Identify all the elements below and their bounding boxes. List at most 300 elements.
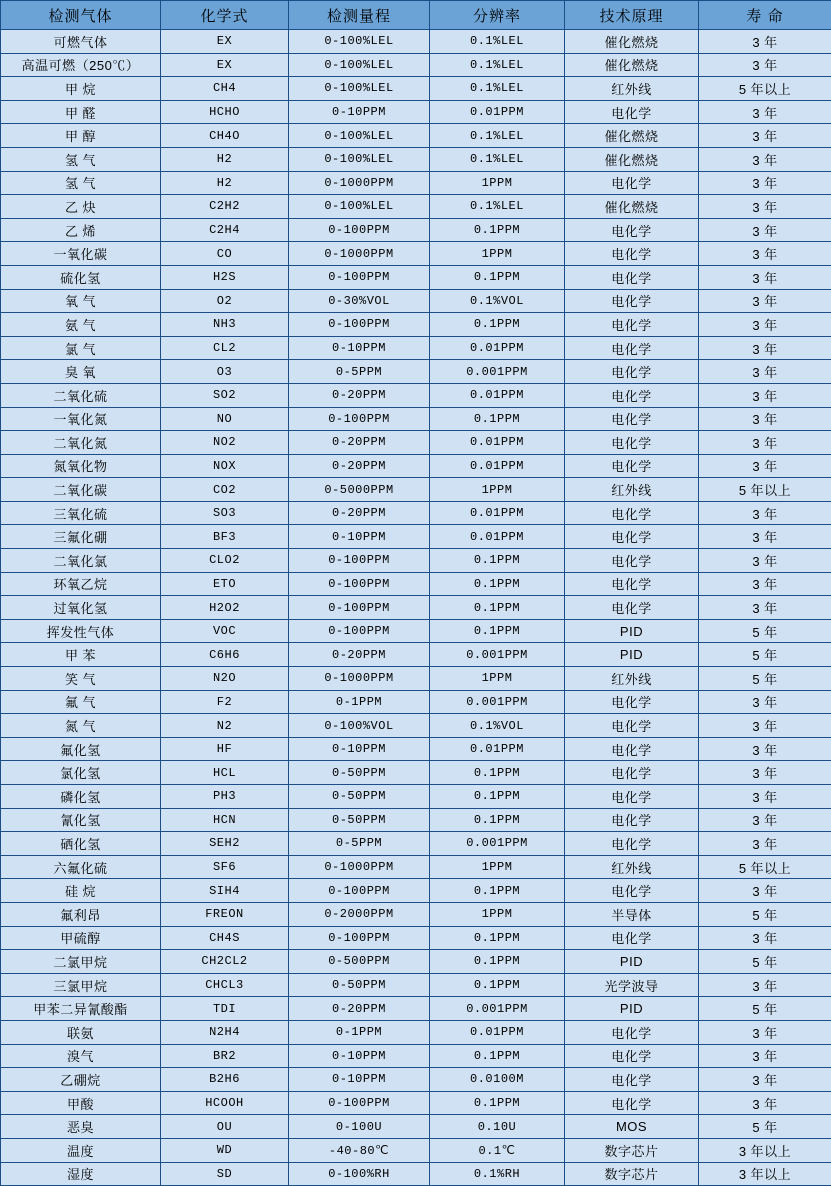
cell-technology: 电化学 [565, 501, 699, 525]
cell-chemical-formula: SO2 [161, 383, 289, 407]
cell-gas-name: 联氨 [1, 1020, 161, 1044]
cell-chemical-formula: EX [161, 30, 289, 54]
header-chemical-formula: 化学式 [161, 1, 289, 30]
cell-chemical-formula: HF [161, 737, 289, 761]
cell-gas-name: 甲硫醇 [1, 926, 161, 950]
cell-gas-name: 三氧化硫 [1, 501, 161, 525]
cell-technology: 电化学 [565, 218, 699, 242]
cell-chemical-formula: SEH2 [161, 832, 289, 856]
cell-lifetime: 3 年 [699, 549, 831, 573]
cell-technology: 电化学 [565, 313, 699, 337]
cell-chemical-formula: N2H4 [161, 1020, 289, 1044]
cell-resolution: 0.1℃ [430, 1138, 565, 1162]
cell-measuring-range: 0-20PPM [289, 383, 430, 407]
cell-resolution: 0.01PPM [430, 501, 565, 525]
table-row [1, 1162, 831, 1186]
table-row [1, 1138, 831, 1162]
cell-lifetime: 3 年 [699, 195, 831, 219]
table-row [1, 619, 831, 643]
cell-technology: 催化燃烧 [565, 53, 699, 77]
cell-gas-name: 过氧化氢 [1, 596, 161, 620]
cell-measuring-range: 0-20PPM [289, 431, 430, 455]
cell-lifetime: 5 年以上 [699, 77, 831, 101]
table-row [1, 501, 831, 525]
cell-lifetime: 3 年 [699, 879, 831, 903]
table-row [1, 549, 831, 573]
cell-resolution: 0.1PPM [430, 1091, 565, 1115]
cell-measuring-range: 0-100%LEL [289, 147, 430, 171]
table-row [1, 53, 831, 77]
cell-gas-name: 乙 烯 [1, 218, 161, 242]
cell-chemical-formula: F2 [161, 690, 289, 714]
cell-technology: 电化学 [565, 454, 699, 478]
table-row [1, 902, 831, 926]
cell-chemical-formula: O3 [161, 360, 289, 384]
cell-technology: 电化学 [565, 1068, 699, 1092]
cell-lifetime: 3 年 [699, 53, 831, 77]
cell-measuring-range: 0-1000PPM [289, 242, 430, 266]
cell-measuring-range: 0-100U [289, 1115, 430, 1139]
cell-gas-name: 氰化氢 [1, 808, 161, 832]
cell-chemical-formula: O2 [161, 289, 289, 313]
cell-technology: 红外线 [565, 667, 699, 691]
cell-technology: 半导体 [565, 902, 699, 926]
cell-gas-name: 一氧化氮 [1, 407, 161, 431]
cell-lifetime: 3 年 [699, 30, 831, 54]
table-row [1, 454, 831, 478]
table-row [1, 1020, 831, 1044]
cell-chemical-formula: H2S [161, 265, 289, 289]
cell-technology: 电化学 [565, 1020, 699, 1044]
cell-technology: 电化学 [565, 690, 699, 714]
cell-measuring-range: 0-50PPM [289, 808, 430, 832]
table-row [1, 218, 831, 242]
cell-technology: 电化学 [565, 1091, 699, 1115]
cell-resolution: 0.001PPM [430, 643, 565, 667]
cell-resolution: 0.1PPM [430, 785, 565, 809]
cell-technology: PID [565, 997, 699, 1021]
cell-gas-name: 甲 烷 [1, 77, 161, 101]
cell-gas-name: 氟 气 [1, 690, 161, 714]
cell-resolution: 0.1PPM [430, 761, 565, 785]
cell-lifetime: 3 年 [699, 926, 831, 950]
cell-resolution: 0.1PPM [430, 407, 565, 431]
cell-technology: 电化学 [565, 171, 699, 195]
cell-resolution: 0.1%LEL [430, 53, 565, 77]
cell-chemical-formula: CHCL3 [161, 973, 289, 997]
cell-technology: 催化燃烧 [565, 195, 699, 219]
cell-gas-name: 可燃气体 [1, 30, 161, 54]
cell-measuring-range: 0-100PPM [289, 407, 430, 431]
cell-resolution: 0.1PPM [430, 313, 565, 337]
cell-resolution: 0.1%LEL [430, 30, 565, 54]
cell-measuring-range: 0-2000PPM [289, 902, 430, 926]
cell-lifetime: 3 年 [699, 100, 831, 124]
table-row [1, 336, 831, 360]
cell-measuring-range: 0-20PPM [289, 501, 430, 525]
cell-lifetime: 3 年 [699, 785, 831, 809]
cell-gas-name: 氟利昂 [1, 902, 161, 926]
cell-chemical-formula: CH2CL2 [161, 950, 289, 974]
table-header [1, 1, 831, 30]
cell-technology: 电化学 [565, 785, 699, 809]
table-row [1, 171, 831, 195]
cell-chemical-formula: NH3 [161, 313, 289, 337]
cell-measuring-range: 0-100PPM [289, 926, 430, 950]
cell-technology: 电化学 [565, 572, 699, 596]
cell-resolution: 0.001PPM [430, 690, 565, 714]
cell-gas-name: 高温可燃（250℃） [1, 53, 161, 77]
cell-measuring-range: 0-5PPM [289, 360, 430, 384]
cell-measuring-range: 0-100PPM [289, 572, 430, 596]
cell-resolution: 0.1PPM [430, 218, 565, 242]
table-row [1, 950, 831, 974]
table-row [1, 77, 831, 101]
cell-technology: 电化学 [565, 336, 699, 360]
table-row [1, 242, 831, 266]
cell-chemical-formula: SIH4 [161, 879, 289, 903]
cell-gas-name: 三氟化硼 [1, 525, 161, 549]
cell-chemical-formula: H2O2 [161, 596, 289, 620]
cell-gas-name: 六氟化硫 [1, 855, 161, 879]
cell-measuring-range: 0-100%LEL [289, 30, 430, 54]
cell-measuring-range: 0-50PPM [289, 761, 430, 785]
cell-lifetime: 3 年 [699, 171, 831, 195]
header-gas-name: 检测气体 [1, 1, 161, 30]
cell-technology: 电化学 [565, 737, 699, 761]
table-row [1, 737, 831, 761]
cell-chemical-formula: CH4 [161, 77, 289, 101]
table-row [1, 926, 831, 950]
cell-gas-name: 甲 醛 [1, 100, 161, 124]
cell-chemical-formula: HCL [161, 761, 289, 785]
cell-measuring-range: 0-20PPM [289, 997, 430, 1021]
table-row [1, 808, 831, 832]
cell-lifetime: 3 年以上 [699, 1138, 831, 1162]
cell-lifetime: 3 年 [699, 1020, 831, 1044]
cell-gas-name: 硅 烷 [1, 879, 161, 903]
cell-resolution: 0.1PPM [430, 808, 565, 832]
cell-lifetime: 5 年 [699, 619, 831, 643]
cell-resolution: 0.1PPM [430, 973, 565, 997]
cell-chemical-formula: EX [161, 53, 289, 77]
cell-resolution: 0.01PPM [430, 525, 565, 549]
cell-resolution: 0.01PPM [430, 737, 565, 761]
cell-chemical-formula: CH4S [161, 926, 289, 950]
table-row [1, 1115, 831, 1139]
cell-lifetime: 3 年 [699, 313, 831, 337]
header-lifetime: 寿 命 [699, 1, 831, 30]
cell-gas-name: 氢 气 [1, 171, 161, 195]
table-row [1, 973, 831, 997]
cell-measuring-range: 0-50PPM [289, 973, 430, 997]
cell-resolution: 0.10U [430, 1115, 565, 1139]
table-row [1, 383, 831, 407]
cell-chemical-formula: SF6 [161, 855, 289, 879]
cell-resolution: 0.1%LEL [430, 124, 565, 148]
cell-gas-name: 二氧化氮 [1, 431, 161, 455]
table-row [1, 195, 831, 219]
cell-technology: PID [565, 950, 699, 974]
cell-gas-name: 恶臭 [1, 1115, 161, 1139]
cell-technology: 电化学 [565, 926, 699, 950]
cell-technology: MOS [565, 1115, 699, 1139]
cell-measuring-range: 0-100PPM [289, 549, 430, 573]
cell-lifetime: 3 年 [699, 808, 831, 832]
cell-measuring-range: 0-10PPM [289, 1044, 430, 1068]
cell-gas-name: 甲 醇 [1, 124, 161, 148]
cell-lifetime: 3 年 [699, 761, 831, 785]
table-row [1, 761, 831, 785]
cell-chemical-formula: H2 [161, 147, 289, 171]
cell-measuring-range: -40-80℃ [289, 1138, 430, 1162]
cell-measuring-range: 0-100%VOL [289, 714, 430, 738]
cell-gas-name: 一氧化碳 [1, 242, 161, 266]
cell-technology: 电化学 [565, 242, 699, 266]
cell-measuring-range: 0-10PPM [289, 525, 430, 549]
cell-measuring-range: 0-1000PPM [289, 855, 430, 879]
cell-chemical-formula: H2 [161, 171, 289, 195]
cell-chemical-formula: ETO [161, 572, 289, 596]
cell-chemical-formula: HCN [161, 808, 289, 832]
cell-resolution: 0.1PPM [430, 549, 565, 573]
cell-gas-name: 氯化氢 [1, 761, 161, 785]
cell-chemical-formula: HCOOH [161, 1091, 289, 1115]
cell-chemical-formula: C2H4 [161, 218, 289, 242]
cell-lifetime: 3 年 [699, 596, 831, 620]
cell-gas-name: 笑 气 [1, 667, 161, 691]
table-row [1, 525, 831, 549]
cell-chemical-formula: C2H2 [161, 195, 289, 219]
cell-chemical-formula: WD [161, 1138, 289, 1162]
cell-lifetime: 3 年 [699, 124, 831, 148]
cell-chemical-formula: CL2 [161, 336, 289, 360]
cell-measuring-range: 0-100PPM [289, 1091, 430, 1115]
cell-technology: 电化学 [565, 549, 699, 573]
cell-measuring-range: 0-100PPM [289, 265, 430, 289]
cell-gas-name: 乙 炔 [1, 195, 161, 219]
cell-chemical-formula: CO2 [161, 478, 289, 502]
cell-technology: 红外线 [565, 855, 699, 879]
cell-technology: 红外线 [565, 478, 699, 502]
cell-measuring-range: 0-100PPM [289, 313, 430, 337]
cell-measuring-range: 0-100%LEL [289, 195, 430, 219]
cell-gas-name: 臭 氧 [1, 360, 161, 384]
cell-measuring-range: 0-5PPM [289, 832, 430, 856]
table-row [1, 855, 831, 879]
cell-lifetime: 3 年 [699, 714, 831, 738]
cell-lifetime: 5 年以上 [699, 478, 831, 502]
cell-chemical-formula: CLO2 [161, 549, 289, 573]
cell-resolution: 0.1PPM [430, 1044, 565, 1068]
cell-resolution: 1PPM [430, 902, 565, 926]
cell-chemical-formula: BR2 [161, 1044, 289, 1068]
cell-chemical-formula: NO2 [161, 431, 289, 455]
cell-resolution: 1PPM [430, 667, 565, 691]
cell-measuring-range: 0-1000PPM [289, 667, 430, 691]
cell-lifetime: 3 年 [699, 242, 831, 266]
cell-technology: 电化学 [565, 360, 699, 384]
cell-resolution: 0.1PPM [430, 879, 565, 903]
cell-measuring-range: 0-100PPM [289, 879, 430, 903]
table-row [1, 478, 831, 502]
cell-gas-name: 硒化氢 [1, 832, 161, 856]
cell-lifetime: 3 年 [699, 690, 831, 714]
cell-gas-name: 甲 苯 [1, 643, 161, 667]
header-measuring-range: 检测量程 [289, 1, 430, 30]
cell-resolution: 1PPM [430, 855, 565, 879]
cell-lifetime: 5 年 [699, 667, 831, 691]
cell-gas-name: 磷化氢 [1, 785, 161, 809]
cell-chemical-formula: TDI [161, 997, 289, 1021]
cell-lifetime: 3 年 [699, 454, 831, 478]
cell-gas-name: 二氯甲烷 [1, 950, 161, 974]
cell-technology: 电化学 [565, 407, 699, 431]
cell-resolution: 0.1%LEL [430, 147, 565, 171]
cell-gas-name: 三氯甲烷 [1, 973, 161, 997]
cell-measuring-range: 0-10PPM [289, 1068, 430, 1092]
cell-lifetime: 5 年 [699, 950, 831, 974]
cell-chemical-formula: SO3 [161, 501, 289, 525]
cell-lifetime: 3 年 [699, 336, 831, 360]
table-body [1, 30, 831, 1186]
cell-chemical-formula: B2H6 [161, 1068, 289, 1092]
cell-chemical-formula: N2 [161, 714, 289, 738]
cell-chemical-formula: SD [161, 1162, 289, 1186]
cell-gas-name: 二氧化氯 [1, 549, 161, 573]
cell-resolution: 0.1PPM [430, 926, 565, 950]
cell-measuring-range: 0-100PPM [289, 218, 430, 242]
cell-chemical-formula: VOC [161, 619, 289, 643]
cell-technology: 数字芯片 [565, 1162, 699, 1186]
cell-lifetime: 3 年 [699, 383, 831, 407]
table-row [1, 265, 831, 289]
table-row [1, 667, 831, 691]
cell-lifetime: 3 年 [699, 289, 831, 313]
table-row [1, 1044, 831, 1068]
cell-lifetime: 3 年 [699, 1044, 831, 1068]
cell-lifetime: 3 年 [699, 1091, 831, 1115]
table-row [1, 643, 831, 667]
cell-measuring-range: 0-30%VOL [289, 289, 430, 313]
cell-measuring-range: 0-100%RH [289, 1162, 430, 1186]
cell-lifetime: 5 年 [699, 997, 831, 1021]
cell-technology: 电化学 [565, 714, 699, 738]
cell-resolution: 1PPM [430, 478, 565, 502]
table-row [1, 832, 831, 856]
cell-resolution: 0.001PPM [430, 832, 565, 856]
cell-technology: 电化学 [565, 1044, 699, 1068]
cell-gas-name: 二氧化碳 [1, 478, 161, 502]
cell-chemical-formula: CO [161, 242, 289, 266]
cell-technology: 电化学 [565, 100, 699, 124]
table-row [1, 407, 831, 431]
cell-lifetime: 3 年 [699, 218, 831, 242]
cell-technology: 光学波导 [565, 973, 699, 997]
cell-chemical-formula: NOX [161, 454, 289, 478]
cell-resolution: 0.1PPM [430, 596, 565, 620]
cell-chemical-formula: PH3 [161, 785, 289, 809]
table-row [1, 572, 831, 596]
cell-measuring-range: 0-10PPM [289, 100, 430, 124]
cell-technology: 电化学 [565, 383, 699, 407]
cell-gas-name: 硫化氢 [1, 265, 161, 289]
cell-lifetime: 5 年以上 [699, 855, 831, 879]
cell-lifetime: 5 年 [699, 1115, 831, 1139]
cell-measuring-range: 0-1PPM [289, 1020, 430, 1044]
cell-lifetime: 3 年 [699, 407, 831, 431]
cell-gas-name: 溴气 [1, 1044, 161, 1068]
table-row [1, 1091, 831, 1115]
table-row [1, 1068, 831, 1092]
cell-chemical-formula: NO [161, 407, 289, 431]
cell-technology: 催化燃烧 [565, 124, 699, 148]
cell-resolution: 0.001PPM [430, 997, 565, 1021]
cell-technology: 电化学 [565, 879, 699, 903]
cell-measuring-range: 0-20PPM [289, 454, 430, 478]
cell-gas-name: 乙硼烷 [1, 1068, 161, 1092]
table-row [1, 431, 831, 455]
cell-resolution: 0.01PPM [430, 431, 565, 455]
cell-resolution: 0.0100M [430, 1068, 565, 1092]
cell-technology: 电化学 [565, 596, 699, 620]
cell-measuring-range: 0-1000PPM [289, 171, 430, 195]
table-row [1, 124, 831, 148]
cell-gas-name: 温度 [1, 1138, 161, 1162]
cell-resolution: 0.1PPM [430, 619, 565, 643]
cell-technology: 电化学 [565, 431, 699, 455]
cell-technology: 电化学 [565, 761, 699, 785]
cell-lifetime: 5 年 [699, 643, 831, 667]
cell-gas-name: 甲酸 [1, 1091, 161, 1115]
cell-chemical-formula: N2O [161, 667, 289, 691]
cell-resolution: 0.1PPM [430, 572, 565, 596]
cell-measuring-range: 0-100PPM [289, 596, 430, 620]
cell-technology: PID [565, 643, 699, 667]
cell-resolution: 1PPM [430, 171, 565, 195]
table-row [1, 289, 831, 313]
cell-resolution: 0.1%VOL [430, 289, 565, 313]
cell-technology: 数字芯片 [565, 1138, 699, 1162]
cell-measuring-range: 0-50PPM [289, 785, 430, 809]
table-header-row [1, 1, 831, 30]
cell-measuring-range: 0-5000PPM [289, 478, 430, 502]
cell-resolution: 0.1%RH [430, 1162, 565, 1186]
cell-chemical-formula: HCHO [161, 100, 289, 124]
cell-lifetime: 3 年 [699, 973, 831, 997]
cell-measuring-range: 0-20PPM [289, 643, 430, 667]
cell-measuring-range: 0-500PPM [289, 950, 430, 974]
cell-lifetime: 3 年 [699, 1068, 831, 1092]
cell-lifetime: 3 年 [699, 431, 831, 455]
cell-gas-name: 湿度 [1, 1162, 161, 1186]
cell-gas-name: 氮 气 [1, 714, 161, 738]
cell-gas-name: 氮氧化物 [1, 454, 161, 478]
cell-chemical-formula: BF3 [161, 525, 289, 549]
table-row [1, 785, 831, 809]
cell-chemical-formula: C6H6 [161, 643, 289, 667]
table-row [1, 147, 831, 171]
header-resolution: 分辨率 [430, 1, 565, 30]
cell-resolution: 0.001PPM [430, 360, 565, 384]
cell-chemical-formula: OU [161, 1115, 289, 1139]
cell-resolution: 0.1%VOL [430, 714, 565, 738]
cell-technology: 电化学 [565, 289, 699, 313]
cell-technology: 电化学 [565, 265, 699, 289]
cell-technology: PID [565, 619, 699, 643]
table-row [1, 100, 831, 124]
cell-gas-name: 环氧乙烷 [1, 572, 161, 596]
